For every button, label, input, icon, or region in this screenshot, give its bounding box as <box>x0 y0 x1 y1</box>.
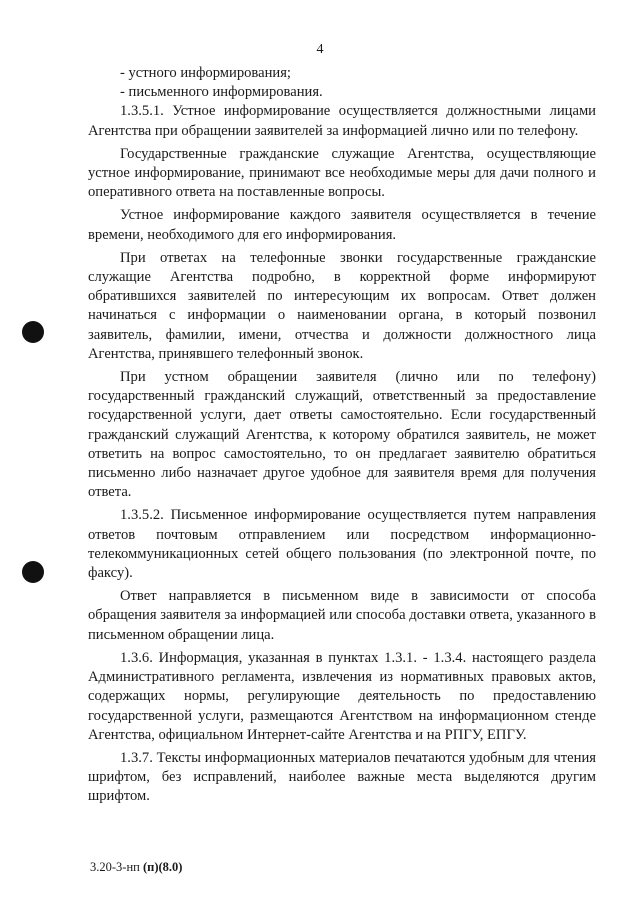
paragraph: Устное информирование каждого заявителя осуществляется в течение времени, необходимого для его информирования. <box>88 207 596 243</box>
paragraph: 1.3.7. Тексты информационных материалов печатаются удобным для чтения шрифтом, без исправлений, наиболее важные места выделяются другим шрифтом. <box>88 749 596 805</box>
paragraph: Ответ направляется в письменном виде в зависимости от способа обращения заявителя за информацией или способа доставки ответа, указанного в письменном обращении лица. <box>88 588 596 643</box>
paragraph: - письменного информирования. <box>120 84 323 101</box>
paragraph: Государственные гражданские служащие Агентства, осуществляющие устное информирование, принимают все необходимые меры для дачи полного и оперативного ответа на поставленные вопросы. <box>88 145 596 201</box>
paragraph: 1.3.5.1. Устное информирование осуществляется должностными лицами Агентства при обращении заявителей за информацией лично или по телефону. <box>88 103 596 139</box>
document-code-suffix: (п)(8.0) <box>142 860 183 874</box>
punch-hole <box>22 561 44 583</box>
paragraph: При устном обращении заявителя (лично или по телефону) государственный гражданский служащий, ответственный за предоставление государственной услуги, дает ответы самостоятельно. Если государственный гражданский служащий Агентства, к которому обратился заявитель, не может ответить на вопрос самостоятельно, то он предлагает заявителю обратиться письменно либо назначает другое удобное для заявителя время для получения ответа. <box>88 369 596 501</box>
punch-hole <box>22 321 44 343</box>
paragraph: При ответах на телефонные звонки государственные гражданские служащие Агентства подробно, в корректной форме информируют обратившихся заявителей по интересующим их вопросам. Ответ должен начинаться с информации о наименовании органа, в который позвонил заявитель, фамилии, имени, отчества и должности должностного лица Агентства, принявшего телефонный звонок. <box>88 249 596 362</box>
paragraph: 1.3.6. Информация, указанная в пунктах 1.3.1. - 1.3.4. настоящего раздела Административного регламента, извлечения из нормативных правовых актов, содержащих нормы, регулирующие деятельность по предоставлению государственной услуги, размещаются Агентством на информационном стенде Агентства, официальном Интернет-сайте Агентства и на РПГУ, ЕПГУ. <box>88 649 596 743</box>
document-code <box>90 860 182 875</box>
page-number: 4 <box>316 42 324 57</box>
paragraph: - устного информирования; <box>120 65 291 81</box>
document-body <box>88 64 596 811</box>
document-code-prefix: 3.20-3-нп <box>90 860 143 874</box>
paragraph: 1.3.5.2. Письменное информирование осуществляется путем направления ответов почтовым отправлением или посредством информационно-телекоммуникационных сетей общего пользования (по электронной почте, по факсу). <box>88 507 596 582</box>
